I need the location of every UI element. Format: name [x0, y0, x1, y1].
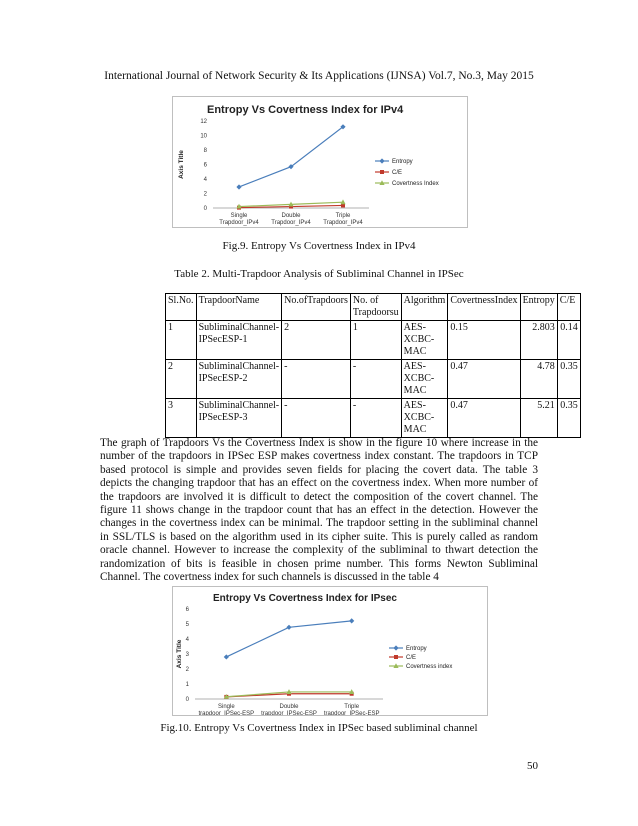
cell-sl-no: 3	[166, 399, 197, 438]
cell-no-of-trapdoors: -	[282, 399, 351, 438]
table-row	[166, 321, 581, 360]
x-tick-label: Single	[217, 704, 235, 710]
cell-algorithm: AES-XCBC-MAC	[401, 399, 448, 438]
x-tick-label: trapdoor_IPSec-ESP	[323, 711, 380, 715]
cell-entropy: 5.21	[520, 399, 557, 438]
cell-sl-no: 2	[166, 360, 197, 399]
cell-no-of-trapdoors-used: -	[350, 399, 401, 438]
cell-trapdoor-name: SubliminalChannel-IPSecESP-2	[196, 360, 282, 399]
chart-title: Entropy Vs Covertness Index for IPsec	[213, 593, 397, 604]
legend-label: C/E	[392, 170, 403, 176]
y-tick-label: 10	[200, 133, 207, 140]
x-tick-label: Triple	[344, 704, 360, 710]
legend-marker	[394, 655, 398, 659]
legend-marker	[379, 158, 384, 163]
y-axis-title: Axis Title	[178, 150, 185, 179]
cell-no-of-trapdoors-used: 1	[350, 321, 401, 360]
header-sl-no: Sl.No.	[166, 294, 197, 321]
x-tick-label: trapdoor_IPSec-ESP	[261, 711, 317, 715]
y-tick-label: 6	[203, 162, 207, 169]
cell-no-of-trapdoors-used: -	[350, 360, 401, 399]
cell-covertness-index: 0.15	[448, 321, 520, 360]
y-tick-label: 2	[203, 191, 207, 198]
cell-covertness-index: 0.47	[448, 399, 520, 438]
cell-algorithm: AES-XCBC-MAC	[401, 360, 448, 399]
header-algorithm: Algorithm	[401, 294, 448, 321]
chart-ipv4-svg	[173, 97, 467, 227]
cell-no-of-trapdoors: 2	[282, 321, 351, 360]
y-tick-label: 0	[185, 697, 189, 703]
fig9-caption: Fig.9. Entropy Vs Covertness Index in IPv4	[222, 240, 416, 252]
header-c-e: C/E	[557, 294, 580, 321]
chart-ipsec	[172, 586, 488, 716]
y-tick-label: 12	[200, 119, 207, 125]
legend-label: Entropy	[392, 159, 413, 165]
x-tick-label: Trapdoor_IPv4	[323, 220, 363, 226]
body-paragraph: The graph of Trapdoors Vs the Covertness Index is show in the figure 10 where increase in the number of the trapdoors in IPSec ESP makes covertness index constant. The trapdoors in TCP based protocol is simple and provides seven fields for placing the covert data. The table 3 depicts the changing trapdoor that has an effect on the covertness index. When more number of the trapdoors are involved it is difficult to detect the composition of the covert channel. The figure 11 shows change in the trapdoor count that has an effect in the detection. However the changes in the covertness index can be minimal. The trapdoor setting in the subliminal channel in SSL/TLS is based on the algorithm used in its cipher suite. This is purely called as random oracle channel. However to increase the complexity of the subliminal to thwart detection the randomization of bits is feasible in chosen prime number. This forms Newton Subliminal Channel. The covertness index for such channels is discussed in the table 4	[100, 437, 538, 584]
table-header-row	[166, 294, 581, 321]
y-tick-label: 1	[185, 682, 189, 688]
table-row	[166, 399, 581, 438]
cell-no-of-trapdoors: -	[282, 360, 351, 399]
page-number: 50	[527, 760, 538, 772]
header-no-of-trapdoors: No.ofTrapdoors	[282, 294, 351, 321]
journal-header: International Journal of Network Security & Its Applications (IJNSA) Vol.7, No.3, May 2015	[104, 70, 534, 82]
cell-c-e: 0.14	[557, 321, 580, 360]
x-tick-label: Triple	[335, 213, 351, 219]
header-entropy: Entropy	[520, 294, 557, 321]
chart-ipsec-svg	[173, 587, 487, 715]
y-tick-label: 4	[203, 177, 207, 183]
header-covertness-index: CovertnessIndex	[448, 294, 520, 321]
data-point	[224, 654, 229, 659]
trapdoor-table	[165, 293, 581, 438]
x-tick-label: Trapdoor_IPv4	[271, 220, 311, 226]
legend-marker	[393, 645, 398, 650]
chart-title: Entropy Vs Covertness Index for IPv4	[207, 104, 404, 116]
legend-label: C/E	[406, 655, 417, 661]
cell-sl-no: 1	[166, 321, 197, 360]
x-tick-label: Trapdoor_IPv4	[219, 220, 259, 226]
cell-c-e: 0.35	[557, 399, 580, 438]
data-point	[349, 618, 354, 623]
y-tick-label: 0	[203, 206, 207, 212]
header-trapdoor-name: TrapdoorName	[196, 294, 282, 321]
header-no-of-trapdoors-used: No. of Trapdoorsu	[350, 294, 401, 321]
y-tick-label: 4	[185, 637, 189, 643]
x-tick-label: trapdoor_IPSec-ESP	[198, 711, 255, 715]
x-tick-label: Single	[230, 213, 248, 219]
legend-label: Covertness index	[406, 664, 453, 670]
data-point	[286, 625, 291, 630]
cell-c-e: 0.35	[557, 360, 580, 399]
fig10-caption: Fig.10. Entropy Vs Covertness Index in IPSec based subliminal channel	[160, 722, 478, 734]
table-caption: Table 2. Multi-Trapdoor Analysis of Subliminal Channel in IPSec	[174, 268, 464, 280]
legend-label: Entropy	[406, 646, 427, 652]
y-tick-label: 3	[185, 652, 189, 658]
cell-trapdoor-name: SubliminalChannel-IPSecESP-3	[196, 399, 282, 438]
legend-marker	[380, 170, 384, 174]
series-line	[239, 127, 343, 187]
cell-trapdoor-name: SubliminalChannel-IPSecESP-1	[196, 321, 282, 360]
table-row	[166, 360, 581, 399]
x-tick-label: Double	[279, 704, 299, 710]
y-axis-title: Axis Title	[176, 639, 183, 669]
legend-label: Covertness Index	[392, 181, 439, 187]
data-point	[236, 184, 241, 189]
y-tick-label: 6	[185, 607, 189, 613]
y-tick-label: 5	[185, 622, 189, 628]
chart-ipv4	[172, 96, 468, 228]
y-tick-label: 8	[203, 148, 207, 154]
cell-entropy: 4.78	[520, 360, 557, 399]
cell-algorithm: AES-XCBC-MAC	[401, 321, 448, 360]
y-tick-label: 2	[185, 667, 189, 673]
x-tick-label: Double	[281, 213, 301, 219]
cell-entropy: 2.803	[520, 321, 557, 360]
cell-covertness-index: 0.47	[448, 360, 520, 399]
